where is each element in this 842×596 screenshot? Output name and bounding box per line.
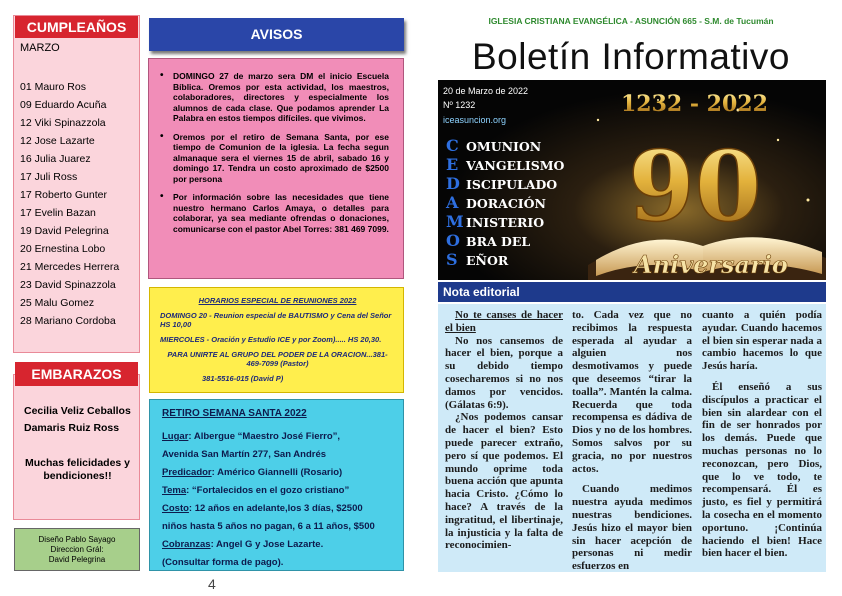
retreat-title: RETIRO SEMANA SANTA 2022 — [162, 408, 307, 419]
credits-box — [14, 528, 140, 571]
list-item: 12 Viki Spinazzola — [20, 117, 106, 129]
church-name: IGLESIA CRISTIANA EVANGÉLICA - ASUNCIÓN 665 - S.M. de Tucumán — [488, 16, 774, 26]
notice-item: • DOMINGO 27 de marzo sera DM el inicio Escuela Bíblica. Oremos por esta actividad, los maestros, colaboradores, directores y especialmente los alumnos de cada clase. Que podamos aprender La Palabra en estos tiempos difíciles. que vivimos. — [173, 71, 389, 124]
editorial-label: Nota editorial — [438, 282, 826, 302]
list-item: 20 Ernestina Lobo — [20, 243, 106, 255]
notice-item: • Por información sobre las necesidades que tiene nuestro hermano Carlos Amaya, o detalles para colaborar, ya sea mediante ofrendas o donaciones, comunicarse con el pastor Abel Torres: 381 469 7099. — [173, 192, 389, 234]
schedule-line: 381-5516-015 (David P) — [202, 374, 284, 383]
list-item: 21 Mercedes Herrera — [20, 261, 120, 273]
editorial-paragraph: to. Cada vez que no recibimos la respuesta esperada al ayudar a alguien nos desmotivamos y puede que deseemos “tirar la toalla”. Mantén la calma. Recuerda que toda recompensa es dádiva de Dios y no de los hombres. Somos salvos por su gracia, no por nuestros actos. — [572, 309, 692, 475]
notice-item: • Oremos por el retiro de Semana Santa, por ese tiempo de Comunion de la iglesia. La fecha segun almanaque sera el viernes 15 de abril, sabado 16 y domingo 17. Tendra un costo aproximado de $2500 por persona — [173, 132, 389, 185]
list-item: 17 Evelin Bazan — [20, 207, 96, 219]
editorial-headline: No te canses de hacer el bien — [445, 309, 563, 334]
retreat-panel — [149, 399, 404, 571]
birthdays-list — [20, 78, 119, 330]
retreat-preacher: Predicador: Américo Giannelli (Rosario) — [162, 467, 343, 478]
pregnancies-title: EMBARAZOS — [15, 362, 138, 386]
list-item: 17 Juli Ross — [20, 171, 78, 183]
anniversary-word: Aniversario — [634, 250, 788, 279]
editorial-column-3 — [702, 309, 822, 560]
editorial-column-1 — [445, 309, 563, 552]
issue-date: 20 de Marzo de 2022 — [443, 86, 529, 96]
sparkle — [777, 139, 779, 141]
retreat-collect: Cobranzas: Angel G y Jose Lazarte. — [162, 539, 324, 550]
schedule-line: PARA UNIRTE AL GRUPO DEL PODER DE LA ORACION...381-469-7099 (Pastor) — [167, 350, 388, 368]
credits-design: Diseño Pablo Sayago — [38, 535, 116, 544]
pregnancies-message: Muchas felicidades y bendiciones!! — [24, 457, 131, 482]
credits-direction: Direccion Grál: — [50, 545, 104, 554]
page-number: 4 — [208, 576, 216, 592]
credits-director: David Pelegrina — [48, 555, 106, 564]
sparkle — [807, 199, 810, 202]
birthdays-title: CUMPLEAÑOS — [15, 16, 138, 38]
anniversary-banner: 1232 - 2022 90 Aniversario 20 de Marzo de 2022 Nº 1232 iceasuncion.org C OMUNION E VANGELISMO D ISCIPULADO A DORACIÓN M INISTERIO O BRA DEL S EÑOR — [438, 80, 826, 280]
years-text: 1232 - 2022 — [621, 91, 768, 117]
retreat-consult: (Consultar forma de pago). — [162, 557, 284, 568]
editorial-paragraph: Cuando medimos nuestra ayuda medimos nuestras bendiciones. Jesús hizo el mayor bien sin hacer acepción de personas ni medir esfuerzos en — [572, 483, 692, 573]
retreat-cost: Costo: 12 años en adelante,los 3 días, $2500 — [162, 503, 363, 514]
list-item: 16 Julia Juarez — [20, 153, 91, 165]
list-item: Damaris Ruiz Ross — [24, 422, 120, 434]
editorial-column-2 — [572, 309, 692, 573]
schedule-title: HORARIOS ESPECIAL DE REUNIONES 2022 — [198, 296, 357, 305]
pregnancies-names — [24, 403, 131, 437]
schedule-panel — [149, 287, 404, 393]
editorial-paragraph: Él enseñó a sus discípulos a practicar el bien sin alardear con el fin de ser honrados por los demás. Puede que muchas personas no lo reconozcan, pero Dios, que lo ve todo, te recompensará. Él es justo, es fiel y permitirá la cosecha en el momento oportuno. ¡Continúa haciendo el bien! Hace bien hacer el bien. — [702, 380, 822, 560]
anniversary-number: 90 — [628, 130, 762, 243]
issue-number: Nº 1232 — [443, 100, 476, 110]
pregnancies-panel — [13, 374, 140, 520]
schedule-line: DOMINGO 20 - Reunion especial de BAUTISMO y Cena del Señor HS 10,00 — [160, 311, 392, 329]
retreat-place: Lugar: Albergue “Maestro José Fierro”, — [162, 431, 341, 442]
list-item: 28 Mariano Cordoba — [20, 315, 116, 327]
list-item: 12 Jose Lazarte — [20, 135, 95, 147]
notices-title: AVISOS — [149, 18, 404, 51]
editorial-body — [438, 304, 826, 572]
editorial-paragraph: cuanto a quién podía ayudar. Cuando hacemos el bien sin esperar nada a cambio hacemos lo que Jesús haría. — [702, 309, 822, 373]
notices-panel — [148, 58, 404, 279]
retreat-address: Avenida San Martín 277, San Andrés — [162, 449, 327, 460]
list-item: 09 Eduardo Acuña — [20, 99, 107, 111]
sparkle — [597, 119, 599, 121]
list-item: 01 Mauro Ros — [20, 81, 86, 93]
list-item: Cecilia Veliz Ceballos — [24, 405, 131, 417]
issue-info — [443, 84, 528, 112]
list-item: 23 David Spinazzola — [20, 279, 116, 291]
editorial-paragraph: ¿Nos podemos cansar de hacer el bien? Esto puede parecer extraño, pero sí que podemos. El mundo oprime toda buena acción que apunta hacia Cristo. ¿Cómo lo hace? A través de la ingratitud, el libertinaje, la injusticia y la falta de reconocimien- — [445, 411, 563, 552]
birthdays-month: MARZO — [20, 42, 60, 54]
schedule-line: MIERCOLES - Oración y Estudio ICE y por Zoom)..... HS 20,30. — [160, 335, 382, 344]
retreat-cost-children: niños hasta 5 años no pagan, 6 a 11 años, $500 — [162, 521, 375, 532]
editorial-paragraph: No nos cansemos de hacer el bien, porque a su debido tiempo cosecharemos si no nos damos por vencidos. (Gálatas 6:9). — [445, 334, 563, 411]
list-item: 17 Roberto Gunter — [20, 189, 107, 201]
list-item: 19 David Pelegrina — [20, 225, 109, 237]
website-url: iceasuncion.org — [443, 115, 507, 125]
retreat-theme: Tema: “Fortalecidos en el gozo cristiano” — [162, 485, 350, 496]
bulletin-title: Boletín Informativo — [472, 36, 790, 77]
list-item: 25 Malu Gomez — [20, 297, 95, 309]
